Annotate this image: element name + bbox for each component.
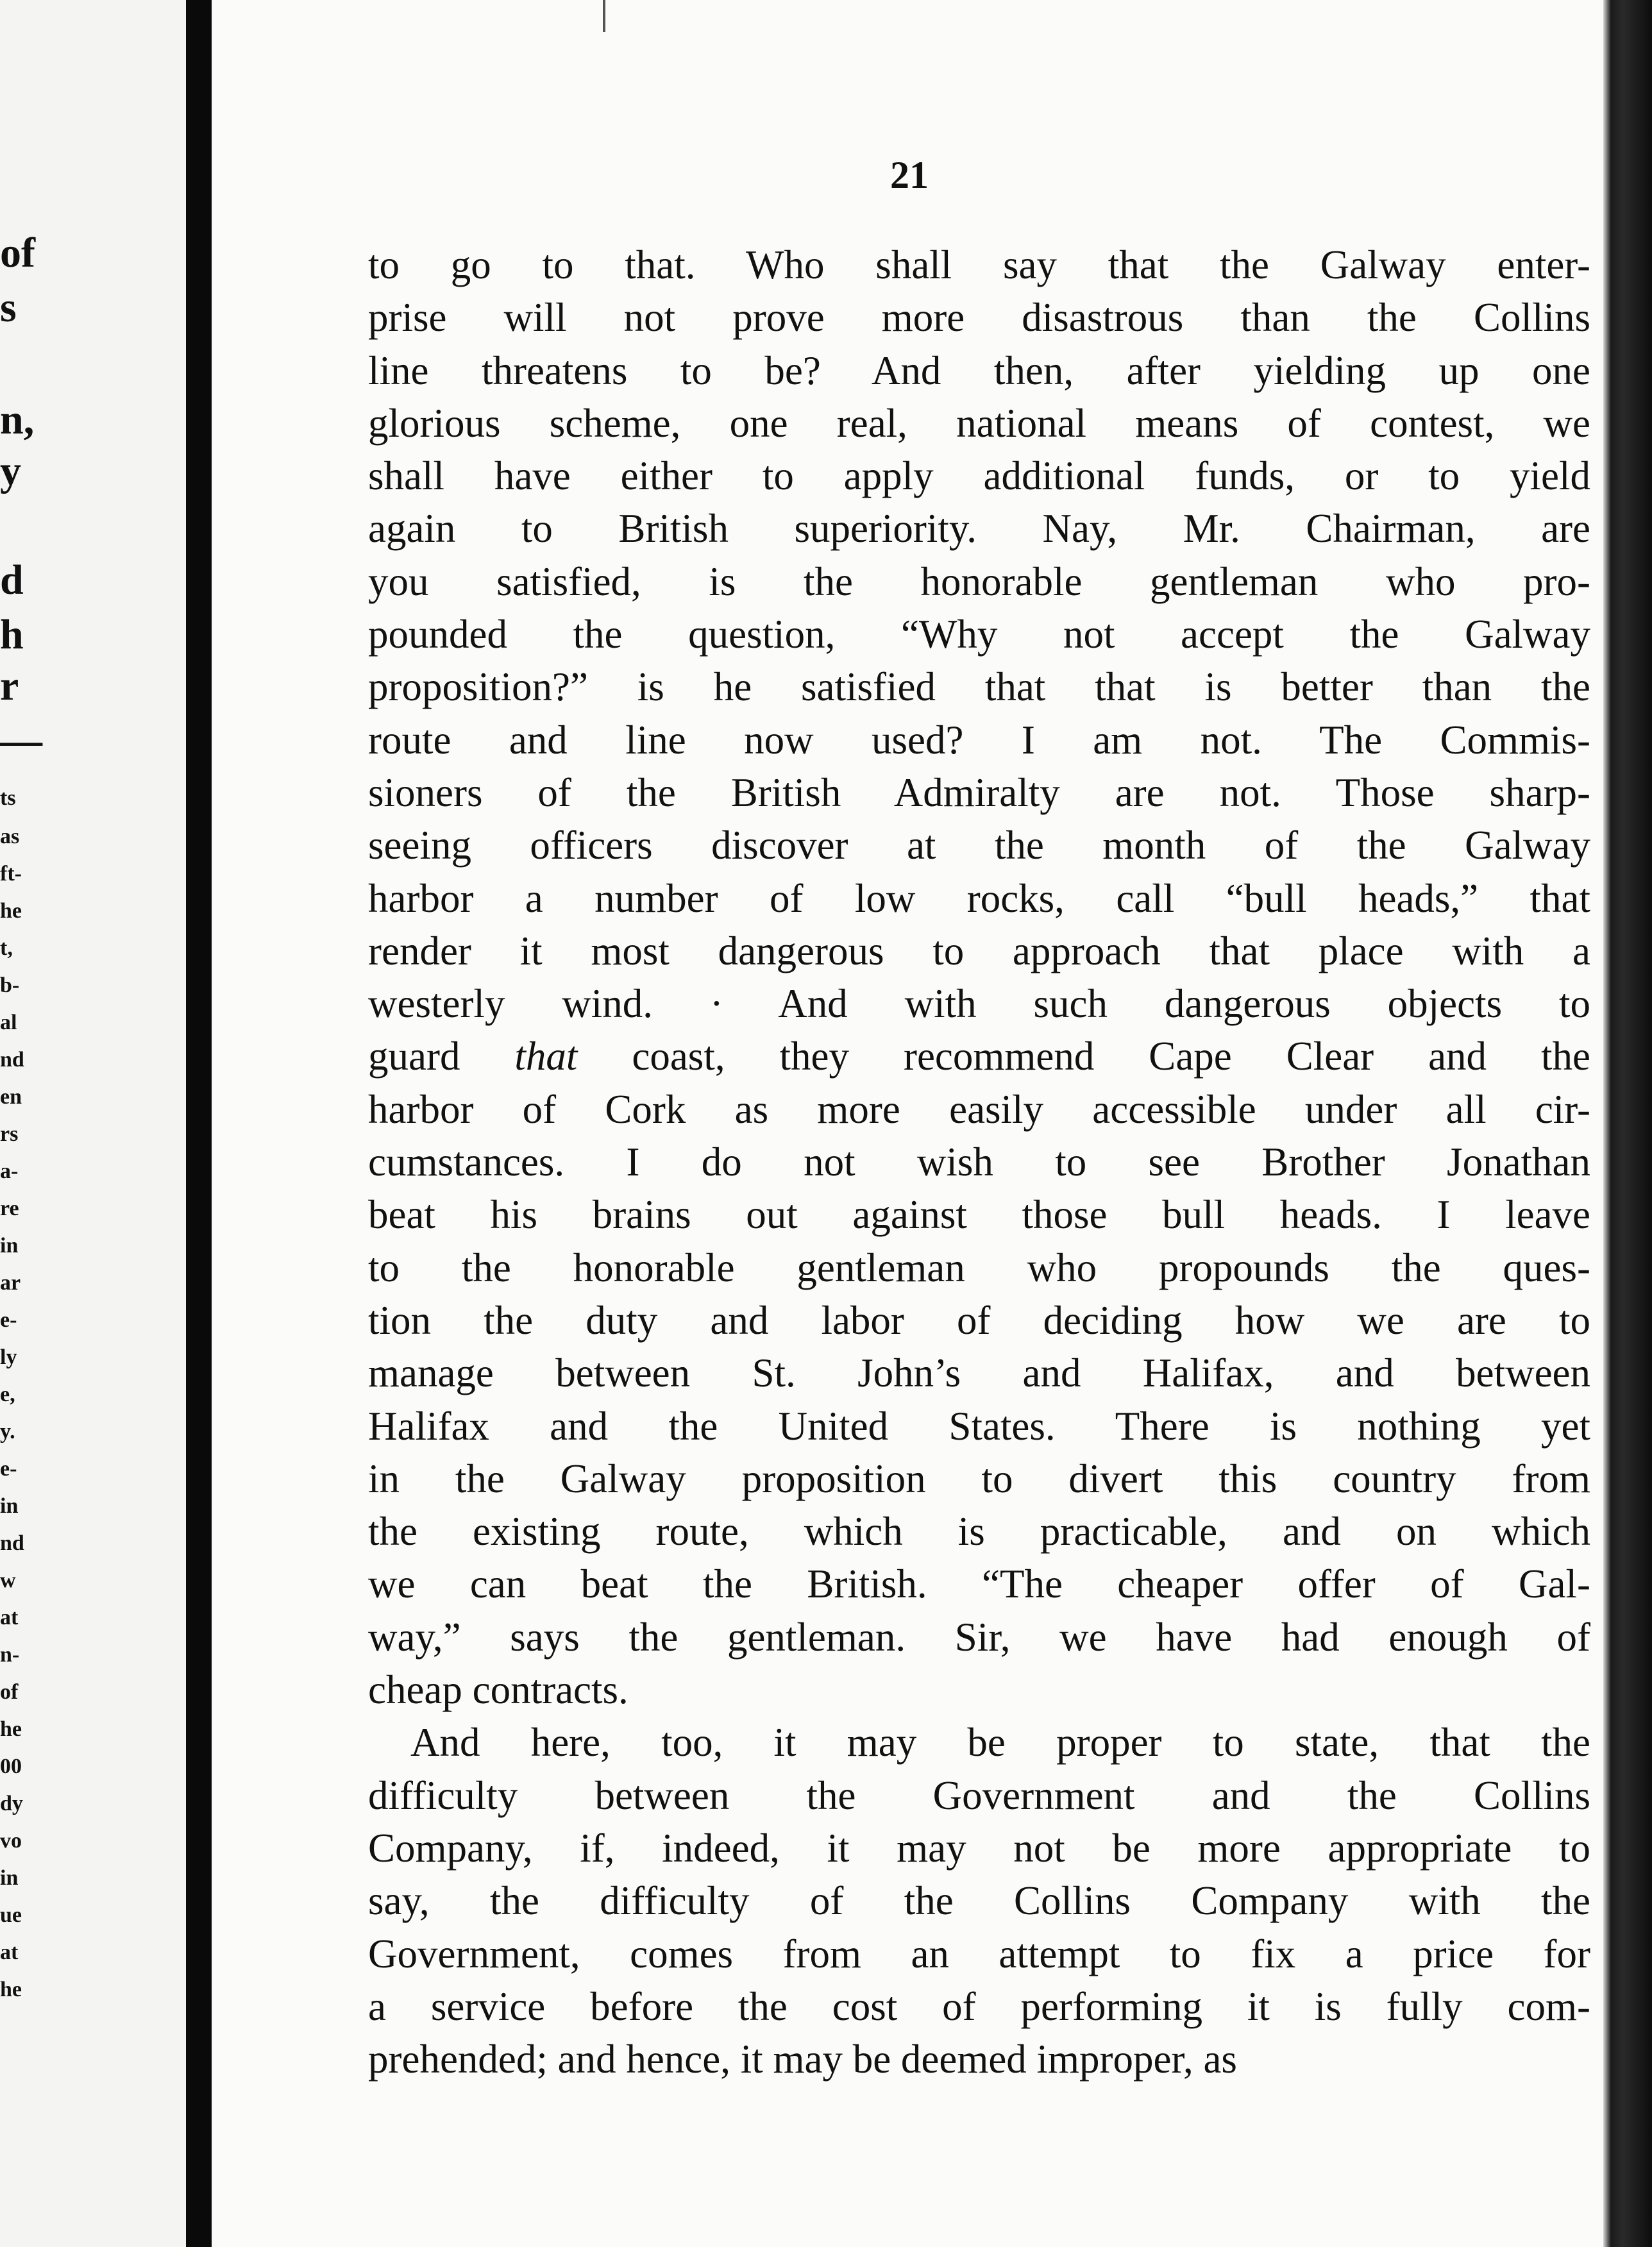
left-fragment-text: n, — [0, 396, 35, 443]
text-line: pounded the question, “Why not accept the Galway — [368, 612, 1590, 657]
left-fragment-text: ue — [0, 1903, 22, 1927]
left-fragment-text: r — [0, 662, 19, 709]
left-fragment-text: rs — [0, 1122, 19, 1146]
text-line: beat his brains out against those bull heads. I leave — [368, 1192, 1590, 1238]
text-line: seeing officers discover at the month of the Galway — [368, 823, 1590, 868]
left-fragment-text: vo — [0, 1829, 22, 1853]
paragraph-1 — [368, 239, 1590, 1716]
left-page-fragment — [0, 0, 186, 2247]
left-fragment-text: nd — [0, 1531, 24, 1555]
text-line: to the honorable gentleman who propounds the ques- — [368, 1245, 1590, 1290]
left-fragment-text: ft- — [0, 862, 22, 886]
left-fragment-text: he — [0, 1717, 22, 1741]
left-fragment-text: re — [0, 1197, 19, 1220]
text-line: line threatens to be? And then, after yielding up one — [368, 348, 1590, 393]
left-fragment-text: e- — [0, 1308, 17, 1332]
page-edge-shadow — [1603, 0, 1652, 2247]
left-fragment-text: as — [0, 825, 20, 848]
text-line: again to British superiority. Nay, Mr. Chairman, are — [368, 506, 1590, 551]
left-fragment-text: y — [0, 448, 21, 494]
text-line: cheap contracts. — [368, 1667, 628, 1713]
paragraph-2 — [368, 1716, 1590, 2085]
text-line: a service before the cost of performing it is fully com- — [368, 1983, 1590, 2029]
left-fragment-text: at — [0, 1606, 19, 1629]
left-fragment-text: dy — [0, 1792, 23, 1815]
page-number: 21 — [890, 154, 929, 196]
left-fragment-text: t, — [0, 936, 13, 960]
text-line: shall have either to apply additional funds, or to yield — [368, 453, 1590, 499]
text-line: prise will not prove more disastrous than the Collins — [368, 295, 1590, 341]
left-fragment-text: nd — [0, 1048, 24, 1072]
text-line: way,” says the gentleman. Sir, we have had enough of — [368, 1614, 1590, 1660]
left-fragment-text: s — [0, 284, 17, 331]
left-fragment-text: he — [0, 1978, 22, 2001]
text-line: we can beat the British. “The cheaper offer of Gal- — [368, 1561, 1590, 1607]
text-line: sioners of the British Admiralty are not. Those sharp- — [368, 770, 1590, 815]
left-fragment-text: al — [0, 1011, 17, 1034]
left-fragment-text: of — [0, 1680, 19, 1704]
text-line: And here, too, it may be proper to state, that the — [410, 1720, 1590, 1765]
left-fragment-text: in — [0, 1494, 19, 1518]
text-line: harbor of Cork as more easily accessible under all cir- — [368, 1086, 1590, 1132]
left-fragment-text: of — [0, 230, 35, 276]
page-top-mark — [603, 0, 605, 32]
text-line: proposition?” is he satisfied that that is better than the — [368, 664, 1590, 710]
text-line: you satisfied, is the honorable gentleman who pro- — [368, 559, 1590, 604]
text-line: difficulty between the Government and the Collins — [368, 1772, 1590, 1818]
text-line: westerly wind. · And with such dangerous objects to — [368, 981, 1590, 1027]
book-gutter — [186, 0, 212, 2247]
left-fragment-text: d — [0, 557, 24, 603]
left-fragment-text: en — [0, 1085, 22, 1109]
left-fragment-text: e- — [0, 1457, 17, 1481]
left-fragment-text: b- — [0, 973, 20, 997]
left-fragment-text: y. — [0, 1420, 15, 1443]
left-fragment-text: — — [0, 717, 42, 764]
italic-word: that — [514, 1034, 578, 1079]
text-line: guard that coast, they recommend Cape Clear and the — [368, 1034, 1590, 1079]
text-line: route and line now used? I am not. The Commis- — [368, 717, 1590, 762]
text-line: manage between St. John’s and Halifax, and between — [368, 1351, 1590, 1396]
left-fragment-text: 00 — [0, 1755, 22, 1778]
text-line: glorious scheme, one real, national means of contest, we — [368, 400, 1590, 446]
page-body-text — [368, 239, 1590, 2085]
left-fragment-text: in — [0, 1234, 19, 1258]
left-fragment-text: ar — [0, 1271, 21, 1295]
text-line: Halifax and the United States. There is nothing yet — [368, 1403, 1590, 1449]
text-line: the existing route, which is practicable, and on which — [368, 1509, 1590, 1554]
text-line: to go to that. Who shall say that the Galway enter- — [368, 242, 1590, 287]
text-line: harbor a number of low rocks, call “bull heads,” that — [368, 875, 1590, 921]
left-fragment-text: ts — [0, 786, 16, 810]
left-fragment-text: a- — [0, 1159, 19, 1183]
text-line: in the Galway proposition to divert this country from — [368, 1456, 1590, 1501]
text-line: cumstances. I do not wish to see Brother Jonathan — [368, 1140, 1590, 1185]
left-fragment-text: h — [0, 611, 24, 658]
text-line: say, the difficulty of the Collins Company with the — [368, 1878, 1590, 1924]
text-line: Company, if, indeed, it may not be more appropriate to — [368, 1825, 1590, 1871]
text-line: tion the duty and labor of deciding how we are to — [368, 1297, 1590, 1343]
left-fragment-text: at — [0, 1940, 19, 1964]
text-line: Government, comes from an attempt to fix a price for — [368, 1931, 1590, 1976]
left-fragment-text: e, — [0, 1383, 15, 1406]
book-page — [212, 0, 1603, 2247]
left-fragment-text: n- — [0, 1643, 20, 1667]
text-line: prehended; and hence, it may be deemed improper, as — [368, 2037, 1237, 2082]
left-fragment-text: he — [0, 899, 22, 923]
left-fragment-text: in — [0, 1866, 19, 1890]
left-fragment-text: w — [0, 1569, 16, 1592]
text-line: render it most dangerous to approach that place with a — [368, 928, 1590, 973]
left-fragment-text: ly — [0, 1345, 17, 1369]
